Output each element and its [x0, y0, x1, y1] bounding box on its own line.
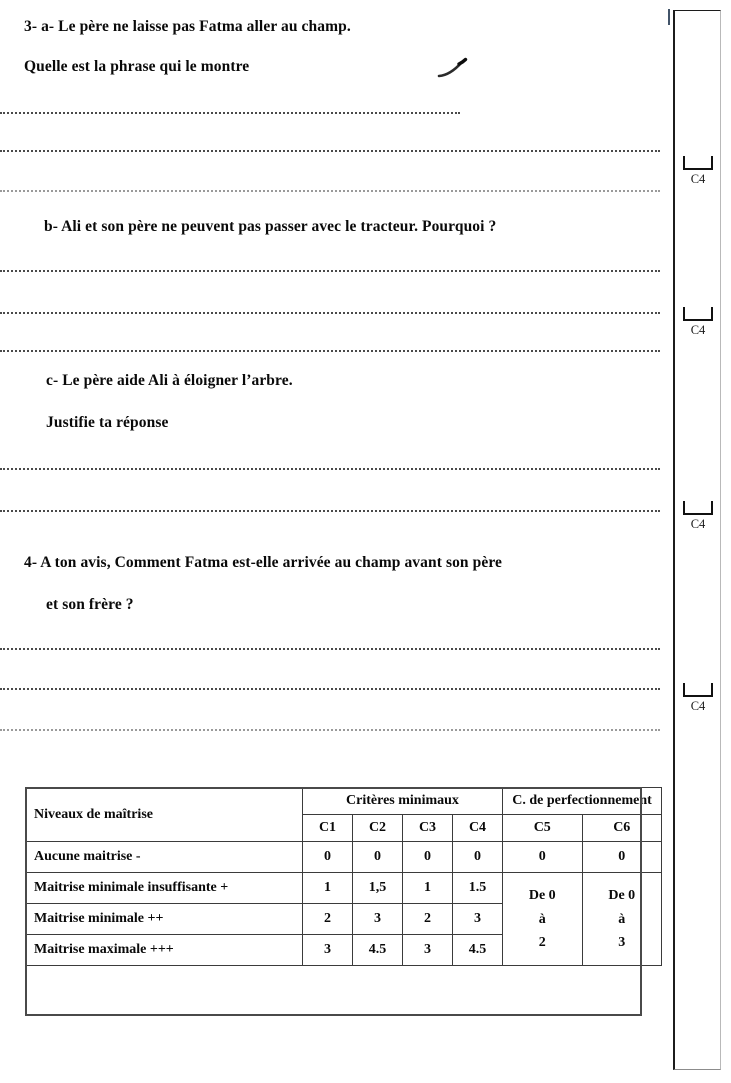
level-label: Aucune maitrise -: [26, 842, 303, 873]
table-header-c1: C1: [303, 815, 353, 842]
score-criterion-label: C4: [690, 699, 706, 713]
question-3b-text: b- Ali et son père ne peuvent pas passer avec le tracteur. Pourquoi ?: [44, 218, 497, 235]
score-c4: 1.5: [453, 873, 503, 904]
score-slot-4[interactable]: [681, 683, 715, 714]
score-criterion-label: C4: [690, 517, 706, 531]
table-group-header-minimal: Critères minimaux: [303, 788, 503, 815]
question-3c-followup: Justifie ta réponse: [46, 414, 169, 431]
score-c2: 3: [353, 904, 403, 935]
answer-rule: [0, 727, 660, 731]
score-entry-box[interactable]: [683, 501, 713, 515]
table-row: [26, 873, 662, 904]
table-header-c6: C6: [582, 815, 662, 842]
range-c6: [582, 873, 662, 966]
table-group-header-perfectionnement: C. de perfectionnement: [503, 788, 662, 815]
answer-rule: [0, 466, 660, 470]
question-3a-text: 3- a- Le père ne laisse pas Fatma aller au champ.: [24, 18, 351, 35]
score-slot-3[interactable]: [681, 501, 715, 532]
score-c6: 0: [582, 842, 662, 873]
range-c6-line1: De 0: [608, 888, 636, 904]
grading-table: [25, 787, 662, 966]
range-c6-line2: à: [618, 911, 626, 927]
score-c2: 0: [353, 842, 403, 873]
handwritten-check-mark: [437, 57, 471, 79]
range-c5-line1: De 0: [528, 888, 556, 904]
score-entry-box[interactable]: [683, 156, 713, 170]
score-slot-2[interactable]: [681, 307, 715, 338]
table-row: [26, 842, 662, 873]
question-4-line2: et son frère ?: [46, 596, 134, 613]
score-entry-box[interactable]: [683, 683, 713, 697]
question-4-line1: 4- A ton avis, Comment Fatma est-elle arrivée au champ avant son père: [24, 554, 503, 571]
score-c3: 3: [403, 935, 453, 966]
stray-ink-mark: [668, 9, 670, 25]
score-c3: 0: [403, 842, 453, 873]
answer-rule: [0, 148, 660, 152]
score-entry-box[interactable]: [683, 307, 713, 321]
answer-rule: [0, 348, 660, 352]
score-criterion-label: C4: [690, 323, 706, 337]
score-c3: 1: [403, 873, 453, 904]
score-c4: 3: [453, 904, 503, 935]
table-header-c5: C5: [503, 815, 583, 842]
answer-rule: [0, 110, 460, 114]
answer-rule: [0, 646, 660, 650]
answer-rule: [0, 686, 660, 690]
score-c5: 0: [503, 842, 583, 873]
level-label: Maitrise minimale insuffisante +: [26, 873, 303, 904]
question-3a-followup: Quelle est la phrase qui le montre: [24, 58, 250, 75]
table-header-row-groups: [26, 788, 662, 815]
margin-scoring-strip: [673, 10, 721, 1070]
question-3c-text: c- Le père aide Ali à éloigner l’arbre.: [46, 372, 293, 389]
range-c6-line3: 3: [618, 934, 626, 950]
score-c2: 4.5: [353, 935, 403, 966]
score-c4: 4.5: [453, 935, 503, 966]
table-header-c2: C2: [353, 815, 403, 842]
table-header-c4: C4: [453, 815, 503, 842]
score-c3: 2: [403, 904, 453, 935]
table-header-c3: C3: [403, 815, 453, 842]
level-label: Maitrise minimale ++: [26, 904, 303, 935]
range-c5-line3: 2: [538, 934, 546, 950]
table-corner-header: Niveaux de maîtrise: [26, 788, 303, 842]
answer-rule: [0, 508, 660, 512]
answer-rule: [0, 310, 660, 314]
score-c1: 1: [303, 873, 353, 904]
score-c2: 1,5: [353, 873, 403, 904]
score-c1: 3: [303, 935, 353, 966]
answer-rule: [0, 268, 660, 272]
score-c1: 2: [303, 904, 353, 935]
range-c5-line2: à: [538, 911, 546, 927]
score-slot-1[interactable]: [681, 156, 715, 187]
answer-rule: [0, 188, 660, 192]
score-c1: 0: [303, 842, 353, 873]
level-label: Maitrise maximale +++: [26, 935, 303, 966]
range-c5: [503, 873, 583, 966]
score-criterion-label: C4: [690, 172, 706, 186]
score-c4: 0: [453, 842, 503, 873]
